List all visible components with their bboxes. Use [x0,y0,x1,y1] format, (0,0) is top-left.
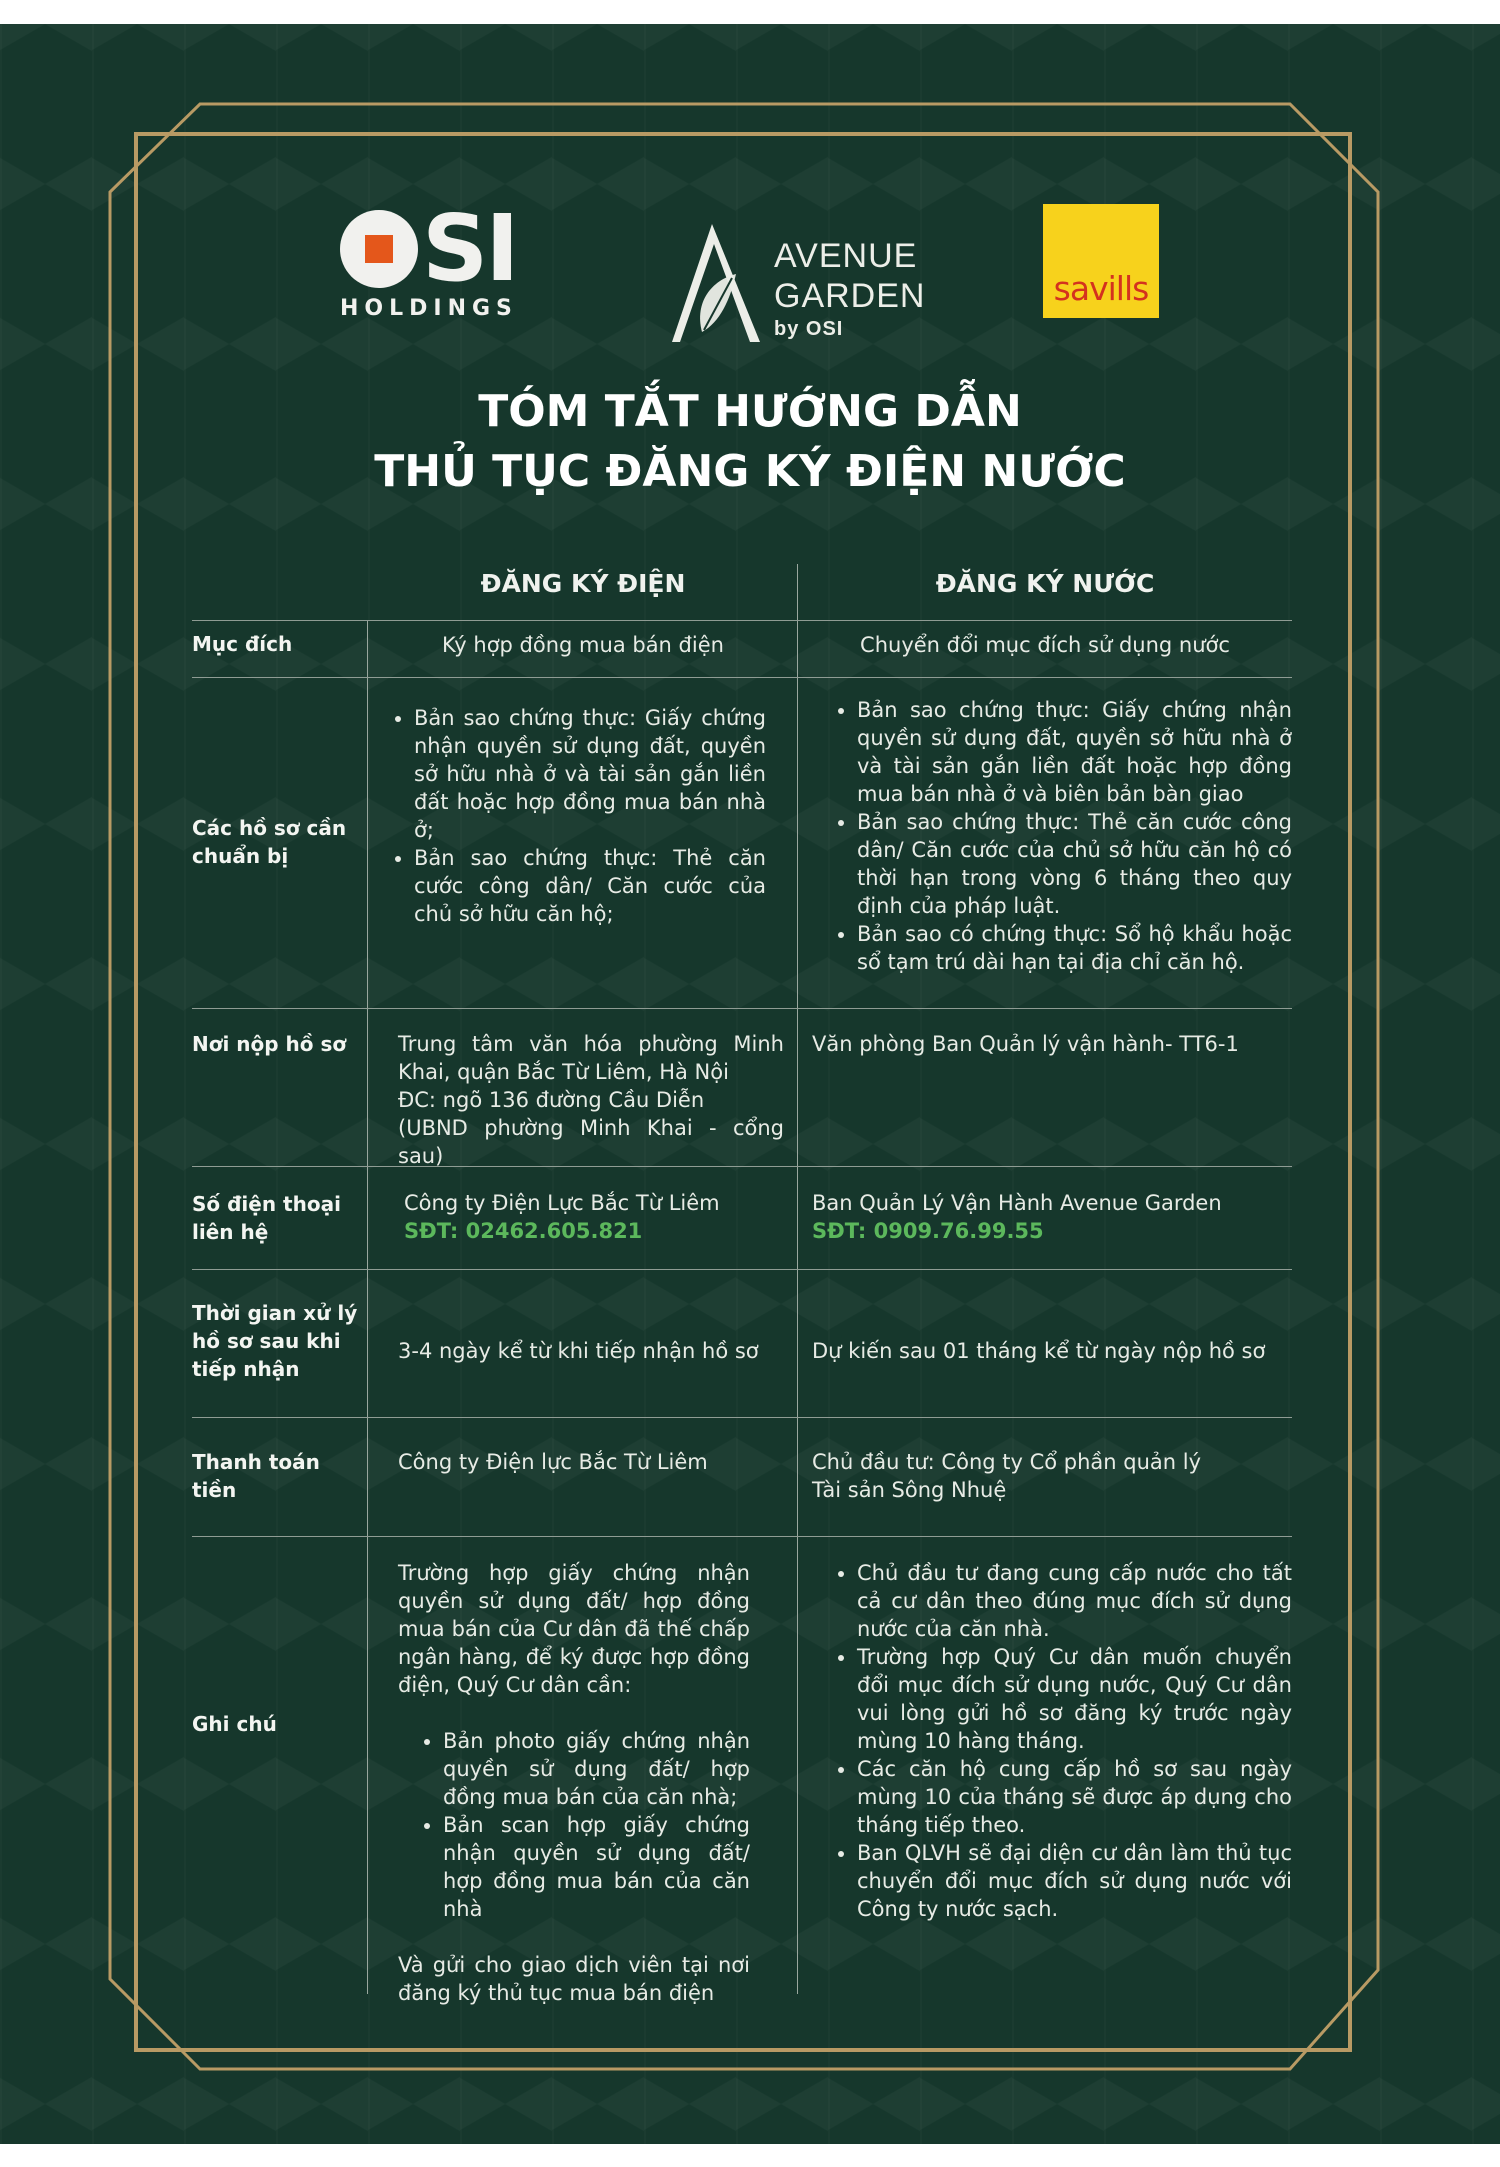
savills-logo [1043,204,1159,318]
row-label-purpose: Mục đích [192,632,293,656]
row-divider [192,1536,1292,1537]
water-contact-name: Ban Quản Lý Vận Hành Avenue Garden [812,1191,1222,1215]
row-divider [192,620,1292,621]
avenue-word: AVENUE [774,237,918,275]
row-label-documents: Các hồ sơ cần chuẩn bị [192,816,347,868]
row-divider [192,1417,1292,1418]
water-payment-line-1: Chủ đầu tư: Công ty Cổ phần quản lý [812,1450,1202,1474]
electric-location-line-2: ĐC: ngõ 136 đường Cầu Diễn [398,1088,705,1112]
by-osi-word: by OSI [774,318,844,340]
osi-holdings-logo [340,195,530,344]
bullet-water-doc-2: • Bản sao chứng thực: Thẻ căn cước công dân/ Căn cước của chủ sở hữu căn hộ có thời hạn trong vòng 6 tháng theo quy định của pháp luật. [857,808,1292,920]
title-line-1: TÓM TẮT HƯỚNG DẪN [478,386,1022,437]
cell-water-documents [812,696,1292,976]
header-electric: ĐĂNG KÝ ĐIỆN [480,569,686,598]
bullet-water-note-3: • Các căn hộ cung cấp hồ sơ sau ngày mùng 10 của tháng sẽ được áp dụng cho tháng tiếp theo. [857,1755,1292,1839]
bullet-electric-note-2: • Bản scan hợp giấy chứng nhận quyền sử dụng đất/ hợp đồng mua bán của căn nhà [443,1811,750,1923]
poster [0,24,1500,2144]
bullet-water-note-4: • Ban QLVH sẽ đại diện cư dân làm thủ tục chuyển đổi mục đích sử dụng nước với Công ty nước sạch. [857,1839,1292,1923]
row-label-payment: Thanh toán tiền [192,1450,320,1502]
cell-water-processing: Dự kiến sau 01 tháng kể từ ngày nộp hồ sơ [812,1339,1266,1363]
cell-electric-documents [414,704,766,928]
avenue-garden-wordmark [774,236,925,342]
electric-contact-name: Công ty Điện Lực Bắc Từ Liêm [404,1191,720,1215]
cell-water-contact [812,1189,1282,1245]
column-divider-main [797,564,798,1994]
electric-location-line-1: Trung tâm văn hóa phường Minh Khai, quận Bắc Từ Liêm, Hà Nội [398,1032,784,1084]
page-title [0,382,1500,502]
bullet-water-doc-1: • Bản sao chứng thực: Giấy chứng nhận quyền sử dụng đất, quyền sở hữu nhà ở và tài sản gắn liền đất hoặc hợp đồng mua bán nhà ở và biên bản bàn giao [857,696,1292,808]
avenue-garden-logo [664,222,934,352]
cell-electric-processing: 3-4 ngày kể từ khi tiếp nhận hồ sơ [398,1339,759,1363]
cell-electric-contact [404,1189,790,1245]
bullet-water-doc-3: • Bản sao có chứng thực: Sổ hộ khẩu hoặc sổ tạm trú dài hạn tại địa chỉ căn hộ. [857,920,1292,976]
cell-electric-payment: Công ty Điện lực Bắc Từ Liêm [398,1450,708,1474]
osi-tagline: HOLDINGS [340,296,518,321]
bullet-electric-doc-2: • Bản sao chứng thực: Thẻ căn cước công dân/ Căn cước của chủ sở hữu căn hộ; [414,844,766,928]
osi-o-glyph [340,210,418,288]
cell-water-payment [812,1448,1282,1504]
osi-mark [340,195,530,302]
cell-electric-purpose: Ký hợp đồng mua bán điện [442,633,724,657]
osi-s-glyph: SI [422,195,517,302]
row-label-notes: Ghi chú [192,1712,277,1736]
electric-contact-phone: SĐT: 02462.605.821 [404,1219,643,1243]
row-label-location: Nơi nộp hồ sơ [192,1032,347,1056]
savills-wordmark: savills [1053,269,1149,308]
bullet-water-note-2: • Trường hợp Quý Cư dân muốn chuyển đổi mục đích sử dụng nước, Quý Cư dân vui lòng gửi hồ sơ đăng ký trước ngày mùng 10 hàng tháng. [857,1643,1292,1755]
bullet-electric-note-1: • Bản photo giấy chứng nhận quyền sử dụng đất/ hợp đồng mua bán của căn nhà; [443,1727,750,1811]
electric-location-line-3: (UBND phường Minh Khai - cổng sau) [398,1116,784,1168]
water-payment-line-2: Tài sản Sông Nhuệ [812,1478,1007,1502]
row-divider [192,1269,1292,1270]
header-water: ĐĂNG KÝ NƯỚC [935,569,1155,598]
cell-water-purpose: Chuyển đổi mục đích sử dụng nước [860,633,1230,657]
cell-electric-notes [398,1559,750,2007]
garden-word: GARDEN [774,277,926,315]
electric-notes-outro: Và gửi cho giao dịch viên tại nơi đăng ký thủ tục mua bán điện [398,1953,750,2005]
title-line-2: THỦ TỤC ĐĂNG KÝ ĐIỆN NƯỚC [374,446,1126,497]
spacer [398,1923,750,1951]
water-contact-phone: SĐT: 0909.76.99.55 [812,1219,1044,1243]
bullet-electric-doc-1: • Bản sao chứng thực: Giấy chứng nhận quyền sử dụng đất, quyền sở hữu nhà ở và tài sản gắn liền đất hoặc hợp đồng mua bán nhà ở; [414,704,766,844]
row-label-contact: Số điện thoại liên hệ [192,1192,341,1244]
cell-water-location: Văn phòng Ban Quản lý vận hành- TT6-1 [812,1032,1239,1056]
electric-notes-intro: Trường hợp giấy chứng nhận quyền sử dụng đất/ hợp đồng mua bán của Cư dân đã thế chấp ngân hàng, để ký được hợp đồng điện, Quý Cư dân cần: [398,1561,750,1697]
row-divider [192,1008,1292,1009]
row-divider [192,677,1292,678]
cell-water-notes [812,1559,1292,1923]
avenue-garden-a-icon [664,222,764,347]
row-label-processing: Thời gian xử lý hồ sơ sau khi tiếp nhận [192,1301,358,1381]
cell-electric-location [398,1030,784,1170]
column-divider-label [367,620,368,1994]
spacer [398,1699,750,1727]
bullet-water-note-1: • Chủ đầu tư đang cung cấp nước cho tất cả cư dân theo đúng mục đích sử dụng nước của căn nhà. [857,1559,1292,1643]
